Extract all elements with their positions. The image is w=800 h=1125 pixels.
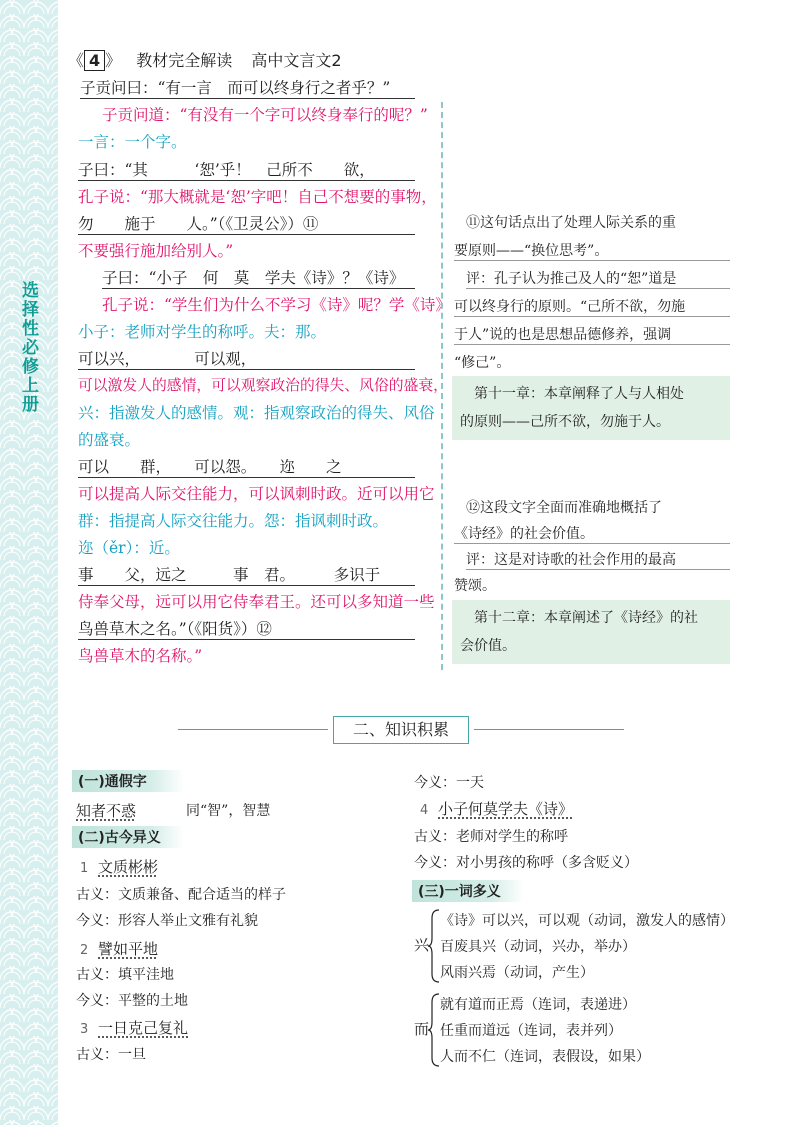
term-item [80, 856, 158, 877]
modern-meaning: 今义：平整的土地 [76, 993, 188, 1009]
category-heading: (三)一词多义 [412, 880, 524, 902]
term-item [80, 1017, 188, 1038]
page-number-decoration: 《 [68, 51, 85, 70]
brace-icon [428, 908, 440, 984]
polysemy-usage: 任重而道远（连词，表并列） [440, 1023, 622, 1039]
term-text: 譬如平地 [98, 940, 159, 958]
modern-meaning: 今义：一天 [414, 775, 484, 791]
polysemy-usage: 风雨兴焉（动词，产生） [440, 965, 594, 981]
original-line: 子贡问曰：“有一言 而可以终身行之者乎？” [80, 76, 415, 99]
term-item [80, 938, 158, 959]
original-line: 子曰：“小子 何 莫 学夫《诗》？《诗》 [102, 266, 415, 289]
page-number-decoration: 》 [105, 51, 122, 70]
annotation-line: 小子：老师对学生的称呼。夫：那。 [78, 323, 327, 341]
original-line: 可以兴， 可以观， [78, 347, 415, 370]
polysemy-character: 兴 [414, 936, 430, 954]
term-text: 一日克己复礼 [98, 1019, 189, 1037]
chapter-summary-box [452, 600, 730, 664]
tongjia-explanation: 同“智”，智慧 [186, 803, 271, 819]
translation-line: 侍奉父母，远可以用它侍奉君王。还可以多知道一些 [78, 593, 435, 611]
annotation-line: 兴：指激发人的感情。观：指观察政治的得失、风俗 [78, 404, 435, 422]
commentary-line: 评：这是对诗歌的社会作用的最高 [466, 549, 730, 570]
annotation-line: 的盛衰。 [78, 431, 141, 449]
chapter-summary-box [452, 376, 730, 440]
tongjia-word [76, 800, 136, 821]
modern-meaning: 今义：对小男孩的称呼（多含贬义） [414, 855, 638, 871]
polysemy-usage: 《诗》可以兴，可以观（动词，激发人的感情） [440, 913, 734, 929]
ancient-meaning: 古义：文质兼备、配合适当的样子 [76, 887, 286, 903]
term-item [420, 798, 573, 819]
term-text: 小子何莫学夫《诗》 [438, 800, 574, 818]
commentary-line: 《诗经》的社会价值。 [454, 523, 730, 544]
category-heading: (一)通假字 [72, 770, 184, 792]
original-line: 事 父，远之 事 君。 多识于 [78, 563, 415, 586]
sidebar [0, 0, 58, 1125]
translation-line: 可以激发人的感情，可以观察政治的得失、风俗的盛衰， [78, 377, 448, 394]
translation-line: 不要强行施加给别人。” [78, 242, 234, 260]
polysemy-usage: 人而不仁（连词，表假设，如果） [440, 1049, 650, 1065]
original-line: 勿 施于 人。”（《卫灵公》）⑪ [78, 212, 415, 235]
original-line: 鸟兽草木之名。”（《阳货》）⑫ [78, 617, 415, 640]
page-number: 4 [84, 50, 105, 71]
translation-line: 子贡问道：“有没有一个字可以终身奉行的呢？” [102, 106, 428, 124]
modern-meaning: 今义：形容人举止文雅有礼貌 [76, 913, 258, 929]
category-heading: (二)古今异义 [72, 826, 184, 848]
page-header [68, 48, 342, 71]
polysemy-usage: 就有道而正焉（连词，表递进） [440, 997, 636, 1013]
item-number: 1 [80, 861, 89, 876]
commentary-line: ⑪这句话点出了处理人际关系的重 [466, 215, 676, 231]
item-number: 3 [80, 1022, 89, 1037]
translation-line: 孔子说：“学生们为什么不学习《诗》呢？学《诗》 [102, 296, 451, 314]
polysemy-usage: 百废具兴（动词，兴办，举办） [440, 939, 636, 955]
ancient-meaning: 古义：填平洼地 [76, 967, 174, 983]
annotation-line: 迩（ěr）：近。 [78, 539, 180, 557]
commentary-line: “修己”。 [454, 355, 511, 371]
ancient-meaning: 古义：老师对学生的称呼 [414, 829, 568, 845]
original-line: 子曰：“其 ‘恕’乎！ 己所不 欲， [78, 158, 415, 181]
tongjia-word-text: 知者不惑 [76, 802, 137, 820]
annotation-line: 一言：一个字。 [78, 133, 187, 151]
commentary-line: 可以终身行的原则。“己所不欲，勿施 [454, 296, 730, 317]
column-divider [441, 102, 443, 670]
commentary-line: ⑫这段文字全面而准确地概括了 [466, 500, 662, 516]
book-title: 教材完全解读 [136, 51, 233, 70]
wave-pattern [0, 0, 58, 1125]
commentary-line: 评：孔子认为推己及人的“恕”道是 [466, 268, 730, 289]
annotation-line: 群：指提高人际交往能力。怨：指讽刺时政。 [78, 512, 389, 530]
commentary-line: 要原则——“换位思考”。 [454, 240, 730, 261]
brace-icon [428, 992, 440, 1068]
ancient-meaning: 古义：一旦 [76, 1047, 146, 1063]
commentary-line: 赞颂。 [454, 578, 496, 594]
sidebar-label: 选择性必修上册 [22, 281, 39, 415]
translation-line: 孔子说：“那大概就是‘恕’字吧！自己不想要的事物， [78, 188, 437, 206]
summary-line: 第十一章：本章阐释了人与人相处 [474, 386, 684, 402]
translation-line: 鸟兽草木的名称。” [78, 647, 203, 665]
summary-line: 会价值。 [460, 638, 516, 654]
commentary-line: 于人”说的也是思想品德修养，强调 [454, 324, 730, 345]
section-title: 二、知识积累 [333, 716, 469, 744]
term-text: 文质彬彬 [98, 858, 159, 876]
item-number: 4 [420, 803, 429, 818]
summary-line: 的原则——己所不欲，勿施于人。 [460, 414, 670, 430]
summary-line: 第十二章：本章阐述了《诗经》的社 [474, 610, 698, 626]
polysemy-character: 而 [414, 1020, 430, 1038]
translation-line: 可以提高人际交往能力，可以讽刺时政。近可以用它 [78, 485, 435, 503]
original-line: 可以 群， 可以怨。 迩 之 [78, 455, 415, 478]
volume-title: 高中文言文2 [251, 51, 342, 70]
item-number: 2 [80, 943, 89, 958]
